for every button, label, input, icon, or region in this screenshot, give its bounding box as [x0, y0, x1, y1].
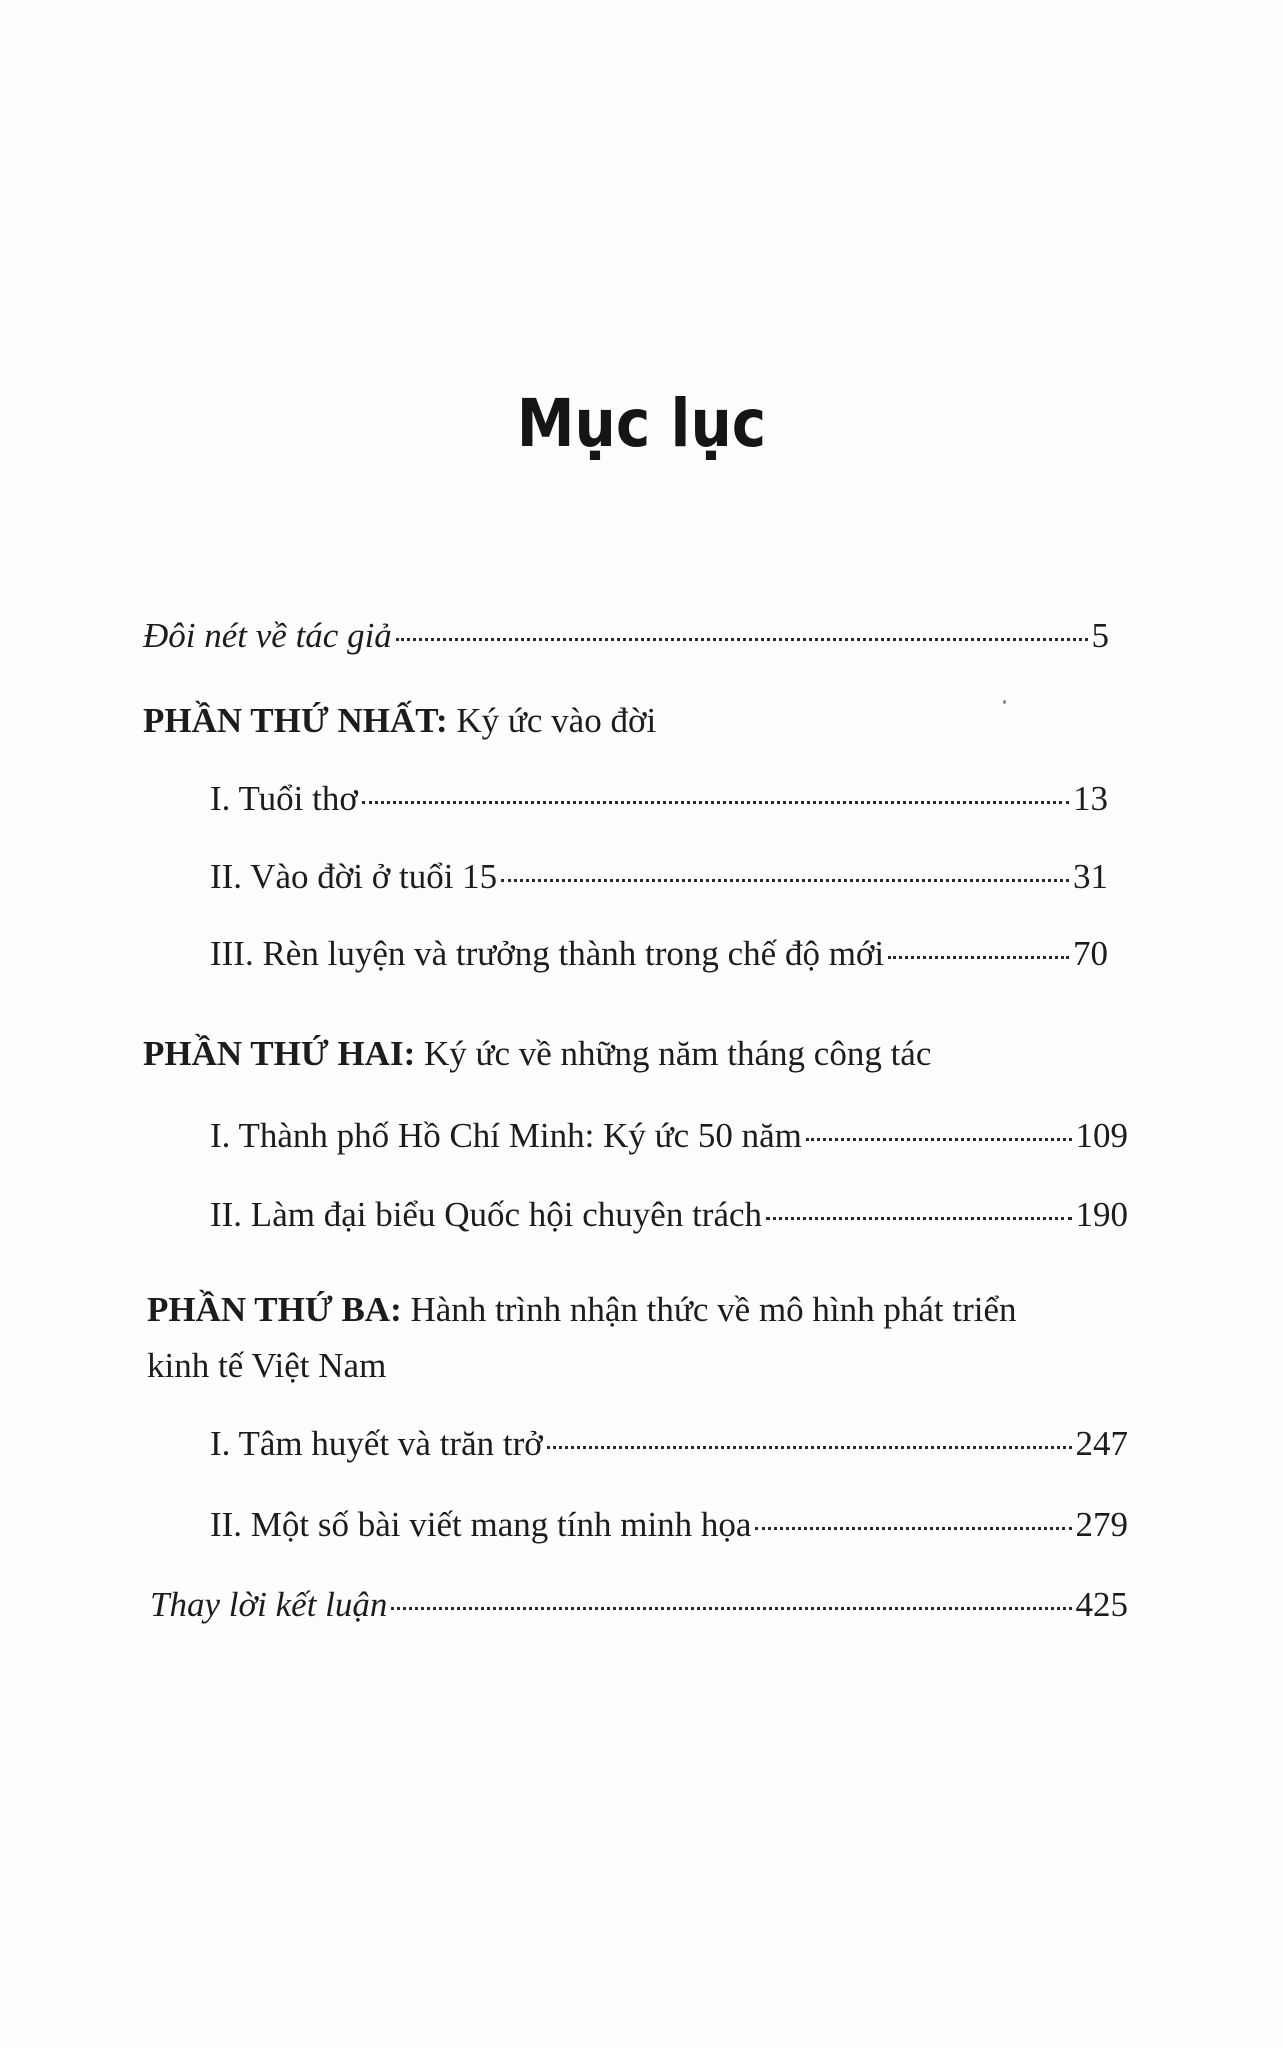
part-subtitle: Hành trình nhận thức về mô hình phát triển [410, 1290, 1017, 1329]
toc-page-number: 279 [1075, 1505, 1128, 1544]
toc-page-number: 190 [1075, 1195, 1128, 1234]
toc-entry-label: I. Tâm huyết và trăn trở [210, 1424, 543, 1463]
part-heading-line-1 [147, 1282, 1127, 1338]
toc-entry-part1-ch1 [210, 777, 1108, 821]
dot-leader [806, 1138, 1072, 1141]
page-title: Mục lục [516, 385, 767, 462]
toc-page-number: 70 [1073, 934, 1108, 973]
part-heading-3 [147, 1282, 1127, 1394]
paper-speck [1003, 700, 1006, 704]
toc-entry-label: II. Vào đời ở tuổi 15 [210, 857, 498, 896]
dot-leader [755, 1527, 1071, 1530]
toc-page-number: 5 [1091, 616, 1109, 655]
toc-entry-label: I. Tuổi thơ [210, 779, 358, 818]
dot-leader [547, 1446, 1072, 1449]
toc-entry-label: I. Thành phố Hồ Chí Minh: Ký ức 50 năm [210, 1116, 802, 1155]
toc-page-number: 109 [1075, 1116, 1128, 1155]
toc-entry-label: II. Làm đại biểu Quốc hội chuyên trách [210, 1195, 763, 1234]
dot-leader [391, 1607, 1071, 1610]
dot-leader [362, 801, 1069, 804]
dot-leader [766, 1217, 1071, 1220]
part-subtitle-continued: kinh tế Việt Nam [147, 1346, 387, 1385]
toc-page-number: 13 [1073, 779, 1108, 818]
toc-page-number: 247 [1075, 1424, 1128, 1463]
toc-entry-label: Đôi nét về tác giả [143, 616, 392, 655]
dot-leader [888, 956, 1069, 959]
toc-entry-part2-ch2 [210, 1193, 1128, 1237]
toc-entry-part3-ch2 [210, 1503, 1128, 1547]
dot-leader [501, 879, 1069, 882]
toc-page-number: 425 [1075, 1585, 1128, 1624]
toc-entry-part1-ch3 [210, 932, 1108, 976]
dot-leader [396, 638, 1088, 641]
toc-entry-intro [143, 614, 1109, 658]
part-label: PHẦN THỨ BA: [147, 1290, 402, 1329]
toc-entry-label: II. Một số bài viết mang tính minh họa [210, 1505, 752, 1544]
part-subtitle: Ký ức vào đời [456, 701, 657, 740]
part-heading-1 [143, 699, 656, 743]
part-label: PHẦN THỨ NHẤT: [143, 701, 448, 740]
toc-entry-label: III. Rèn luyện và trưởng thành trong chế độ mới [210, 934, 885, 973]
part-subtitle: Ký ức về những năm tháng công tác [423, 1034, 932, 1073]
toc-entry-conclusion [150, 1583, 1128, 1627]
toc-entry-label: Thay lời kết luận [150, 1585, 388, 1624]
toc-entry-part1-ch2 [210, 855, 1108, 899]
toc-entry-part2-ch1 [210, 1114, 1128, 1158]
toc-entry-part3-ch1 [210, 1422, 1128, 1466]
part-label: PHẦN THỨ HAI: [143, 1034, 416, 1073]
toc-page-number: 31 [1073, 857, 1108, 896]
part-heading-2 [143, 1032, 931, 1076]
